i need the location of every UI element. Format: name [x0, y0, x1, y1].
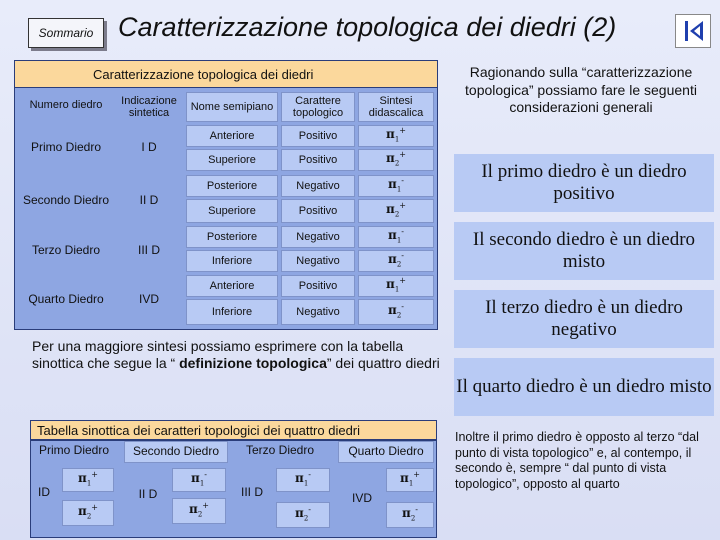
column-header-carattere: Carattere topologico — [281, 92, 355, 122]
synoptic-symbol: $\pi_2^-$ — [276, 502, 330, 528]
synoptic-symbol: $\pi_1^-$ — [276, 468, 330, 492]
synoptic-header: Terzo Diedro — [245, 443, 315, 458]
synoptic-symbol: $\pi_2^+$ — [62, 500, 114, 526]
carattere-cell: Positivo — [281, 125, 355, 147]
synoptic-table-title: Tabella sinottica dei caratteri topologici dei quattro diedri — [30, 420, 437, 440]
synoptic-symbol: $\pi_1^+$ — [62, 468, 114, 492]
skip-to-start-icon[interactable] — [675, 14, 711, 48]
semipiano-cell: Anteriore — [186, 125, 278, 147]
semipiano-cell: Superiore — [186, 149, 278, 171]
carattere-cell: Negativo — [281, 299, 355, 325]
synoptic-symbol: $\pi_1^+$ — [386, 468, 434, 492]
sintesi-cell: $\pi_2^-$ — [358, 250, 434, 272]
carattere-cell: Positivo — [281, 275, 355, 297]
consideration-third: Il terzo diedro è un diedro negativo — [454, 290, 714, 348]
semipiano-cell: Anteriore — [186, 275, 278, 297]
carattere-cell: Positivo — [281, 199, 355, 223]
sintesi-cell: $\pi_2^+$ — [358, 149, 434, 171]
sintesi-cell: $\pi_1^+$ — [358, 275, 434, 297]
column-header-sintesi: Sintesi didascalica — [358, 92, 434, 122]
carattere-cell: Negativo — [281, 250, 355, 272]
synoptic-symbol: $\pi_2^-$ — [386, 502, 434, 528]
carattere-cell: Negativo — [281, 226, 355, 248]
diedro-indicazione: II D — [139, 193, 159, 208]
considerations-intro: Ragionando sulla “caratterizzazione topologica” possiamo fare le seguenti considerazioni generali — [465, 64, 697, 115]
semipiano-cell: Inferiore — [186, 250, 278, 272]
diedro-indicazione: III D — [137, 243, 160, 258]
sintesi-cell: $\pi_1^-$ — [358, 175, 434, 197]
diedro-name: Quarto Diedro — [28, 292, 104, 307]
synthesis-note: Per una maggiore sintesi possiamo esprimere con la tabella sinottica che segue la “ definizione topologica” dei quattro diedri — [32, 338, 440, 371]
carattere-cell: Negativo — [281, 175, 355, 197]
sintesi-cell: $\pi_1^+$ — [358, 125, 434, 147]
diedro-name: Terzo Diedro — [31, 243, 101, 258]
column-header-indicazione: Indicazione sintetica — [121, 94, 177, 119]
carattere-cell: Positivo — [281, 149, 355, 171]
closing-note: Inoltre il primo diedro è opposto al terzo “dal punto di vista topologico” e, al contempo, il secondo è, sempre “ dal punto di vista topologico”, opposto al quarto — [455, 430, 699, 491]
semipiano-cell: Posteriore — [186, 175, 278, 197]
consideration-second: Il secondo diedro è un diedro misto — [454, 222, 714, 280]
consideration-first: Il primo diedro è un diedro positivo — [454, 154, 714, 212]
sintesi-cell: $\pi_2^-$ — [358, 299, 434, 325]
synoptic-symbol: $\pi_2^+$ — [172, 498, 226, 524]
diedro-indicazione: I D — [141, 140, 157, 155]
synoptic-symbol: $\pi_1^-$ — [172, 468, 226, 492]
synoptic-header: Secondo Diedro — [124, 441, 228, 463]
synoptic-indicazione: II D — [138, 487, 158, 502]
summary-button[interactable]: Sommario — [28, 18, 104, 48]
synoptic-header: Quarto Diedro — [338, 441, 434, 463]
diedro-indicazione: IVD — [138, 292, 159, 307]
sintesi-cell: $\pi_2^+$ — [358, 199, 434, 223]
semipiano-cell: Superiore — [186, 199, 278, 223]
sintesi-cell: $\pi_1^-$ — [358, 226, 434, 248]
synoptic-indicazione: III D — [240, 485, 263, 500]
page-title: Caratterizzazione topologica dei diedri (2) — [118, 12, 617, 42]
semipiano-cell: Posteriore — [186, 226, 278, 248]
column-header-numero: Numero diedro — [29, 98, 103, 111]
topological-table-title: Caratterizzazione topologica dei diedri — [14, 60, 438, 88]
synoptic-indicazione: ID — [38, 485, 50, 500]
diedro-name: Secondo Diedro — [22, 193, 110, 208]
synoptic-header: Primo Diedro — [38, 443, 110, 458]
diedro-name: Primo Diedro — [30, 140, 102, 155]
consideration-fourth: Il quarto diedro è un diedro misto — [454, 358, 714, 416]
synoptic-indicazione: IVD — [351, 491, 372, 506]
semipiano-cell: Inferiore — [186, 299, 278, 325]
column-header-semipiano: Nome semipiano — [186, 92, 278, 122]
